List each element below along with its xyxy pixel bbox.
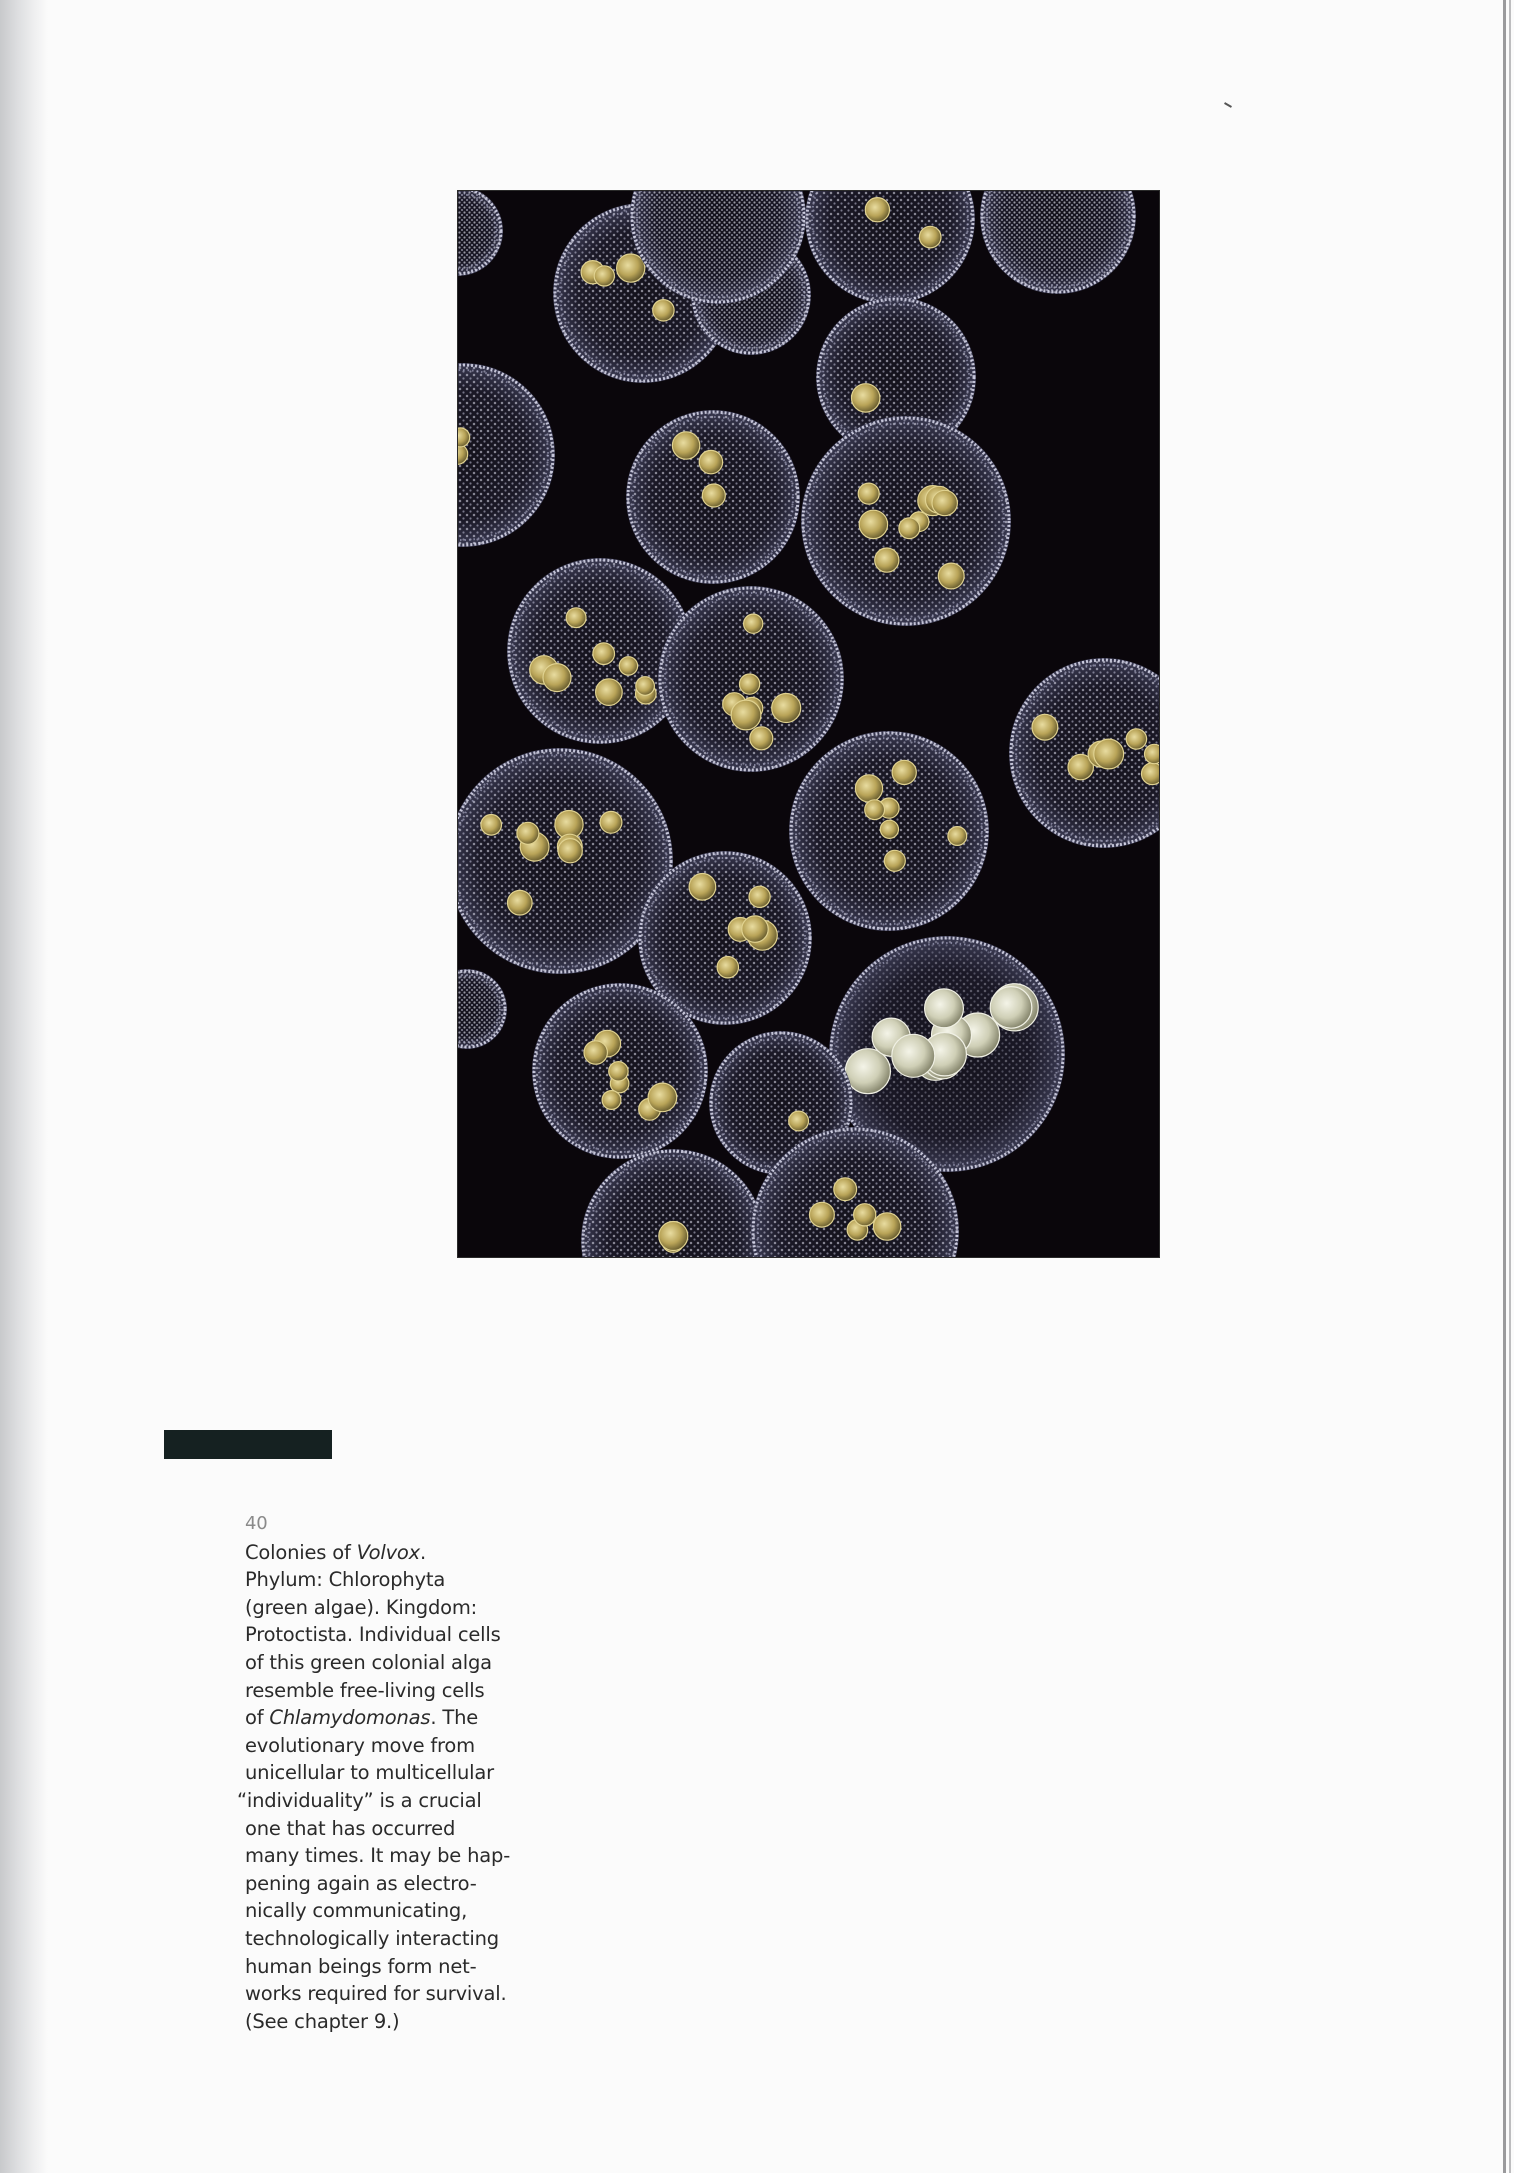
volvox-colonies-illustration [458, 191, 1159, 1257]
daughter-colony [636, 677, 655, 696]
book-spine-shadow [0, 0, 48, 2173]
daughter-colony [617, 254, 645, 282]
volvox-colony [532, 983, 708, 1159]
daughter-colony [596, 679, 623, 706]
caption-line [245, 1649, 515, 1677]
daughter-colony [884, 850, 905, 871]
daughter-colony [789, 1111, 809, 1131]
daughter-colony [717, 957, 738, 978]
daughter-colony [543, 664, 571, 692]
daughter-colony [948, 827, 967, 846]
caption-line [245, 1704, 515, 1732]
daughter-colony [865, 800, 885, 820]
daughter-colony [481, 815, 502, 836]
volvox-colony [658, 586, 844, 772]
daughter-colony [852, 384, 880, 412]
caption-text [237, 1539, 515, 2036]
daughter-colony [517, 822, 539, 844]
caption-segment: “individuality” is a crucial [237, 1788, 482, 1812]
caption-line [245, 2008, 515, 2036]
daughter-colony [558, 839, 582, 863]
page-edge-inner [1509, 0, 1511, 2173]
caption-line [245, 1870, 515, 1898]
page-edge [1503, 0, 1506, 2173]
caption-segment: (See chapter 9.) [245, 2009, 400, 2033]
daughter-colony [744, 614, 763, 633]
daughter-colony [602, 1091, 621, 1110]
caption-segment: many times. It may be hap- [245, 1844, 511, 1868]
taxon-name: Chlamydomonas [269, 1706, 431, 1730]
caption-line [245, 1953, 515, 1981]
daughter-colony [859, 510, 887, 538]
figure-caption [237, 1510, 515, 2035]
daughter-colony [875, 548, 899, 572]
caption-line [245, 1759, 515, 1787]
daughter-colony [689, 874, 716, 901]
caption-segment: (green algae). Kingdom: [245, 1595, 478, 1619]
daughter-colony [810, 1202, 835, 1227]
caption-line [245, 1815, 515, 1843]
daughter-colony [566, 608, 586, 628]
daughter-colony [865, 198, 889, 222]
caption-line [237, 1787, 515, 1815]
caption-segment: Colonies of [245, 1540, 357, 1564]
caption-segment: human beings form net- [245, 1954, 477, 1978]
daughter-colony [1094, 739, 1124, 769]
caption-line [245, 1539, 515, 1567]
daughter-colony [858, 483, 879, 504]
caption-line [245, 1897, 515, 1925]
caption-line [245, 1621, 515, 1649]
daughter-colony [854, 1204, 876, 1226]
page-mark [1224, 102, 1232, 108]
daughter-colony [750, 727, 773, 750]
daughter-colony [873, 1213, 900, 1240]
daughter-colony [899, 518, 920, 539]
volvox-micrograph [457, 190, 1160, 1258]
caption-line [245, 1732, 515, 1760]
daughter-colony [1145, 744, 1160, 763]
figure-marker-bar [164, 1430, 332, 1459]
daughter-colony [702, 484, 725, 507]
caption-line [245, 1980, 515, 2008]
daughter-colony [892, 760, 916, 784]
caption-segment: evolutionary move from [245, 1733, 475, 1757]
caption-segment: one that has occurred [245, 1816, 456, 1840]
taxon-name: Volvox [356, 1540, 420, 1564]
daughter-colony [594, 266, 614, 286]
volvox-colony [626, 410, 800, 584]
daughter-colony [938, 563, 964, 589]
daughter-colony [653, 300, 674, 321]
daughter-colony [619, 657, 637, 675]
daughter-colony [834, 1178, 857, 1201]
daughter-colony [919, 226, 941, 248]
daughter-colony [508, 890, 533, 915]
daughter-colony [672, 432, 699, 459]
caption-line [245, 1925, 515, 1953]
caption-segment: nically communicating, [245, 1899, 468, 1923]
daughter-colony [742, 916, 768, 942]
daughter-colony [609, 1062, 628, 1081]
caption-segment: pening again as electro- [245, 1871, 477, 1895]
daughter-colony [932, 490, 957, 515]
caption-segment: resemble free-living cells [245, 1678, 485, 1702]
caption-segment: Protoctista. Individual cells [245, 1623, 501, 1647]
volvox-colony [789, 731, 989, 931]
caption-line [245, 1677, 515, 1705]
daughter-colony [880, 820, 898, 838]
caption-segment: technologically interacting [245, 1926, 499, 1950]
caption-segment: works required for survival. [245, 1982, 507, 2006]
daughter-colony [749, 886, 770, 907]
daughter-colony [593, 643, 615, 665]
volvox-colony [801, 416, 1011, 626]
daughter-colony [600, 811, 622, 833]
caption-segment: . [419, 1540, 426, 1564]
daughter-colony [731, 700, 761, 730]
figure-number: 40 [245, 1513, 268, 1534]
daughter-colony [892, 1034, 935, 1077]
daughter-colony [1126, 729, 1146, 749]
caption-segment: of [245, 1706, 270, 1730]
daughter-colony [1032, 714, 1058, 740]
caption-line [245, 1594, 515, 1622]
daughter-colony [699, 450, 722, 473]
daughter-colony [925, 989, 964, 1028]
caption-segment: . The [430, 1706, 479, 1730]
caption-segment: unicellular to multicellular [245, 1761, 494, 1785]
daughter-colony [584, 1041, 607, 1064]
daughter-colony [845, 1049, 890, 1094]
caption-segment: Phylum: Chlorophyta [245, 1568, 446, 1592]
caption-segment: of this green colonial alga [245, 1650, 492, 1674]
daughter-colony [855, 775, 882, 802]
daughter-colony [740, 674, 760, 694]
daughter-colony [990, 987, 1032, 1029]
daughter-colony [659, 1222, 688, 1251]
daughter-colony [772, 694, 801, 723]
caption-line [245, 1842, 515, 1870]
caption-line [245, 1566, 515, 1594]
daughter-colony [1142, 763, 1160, 785]
daughter-colony [648, 1083, 677, 1112]
